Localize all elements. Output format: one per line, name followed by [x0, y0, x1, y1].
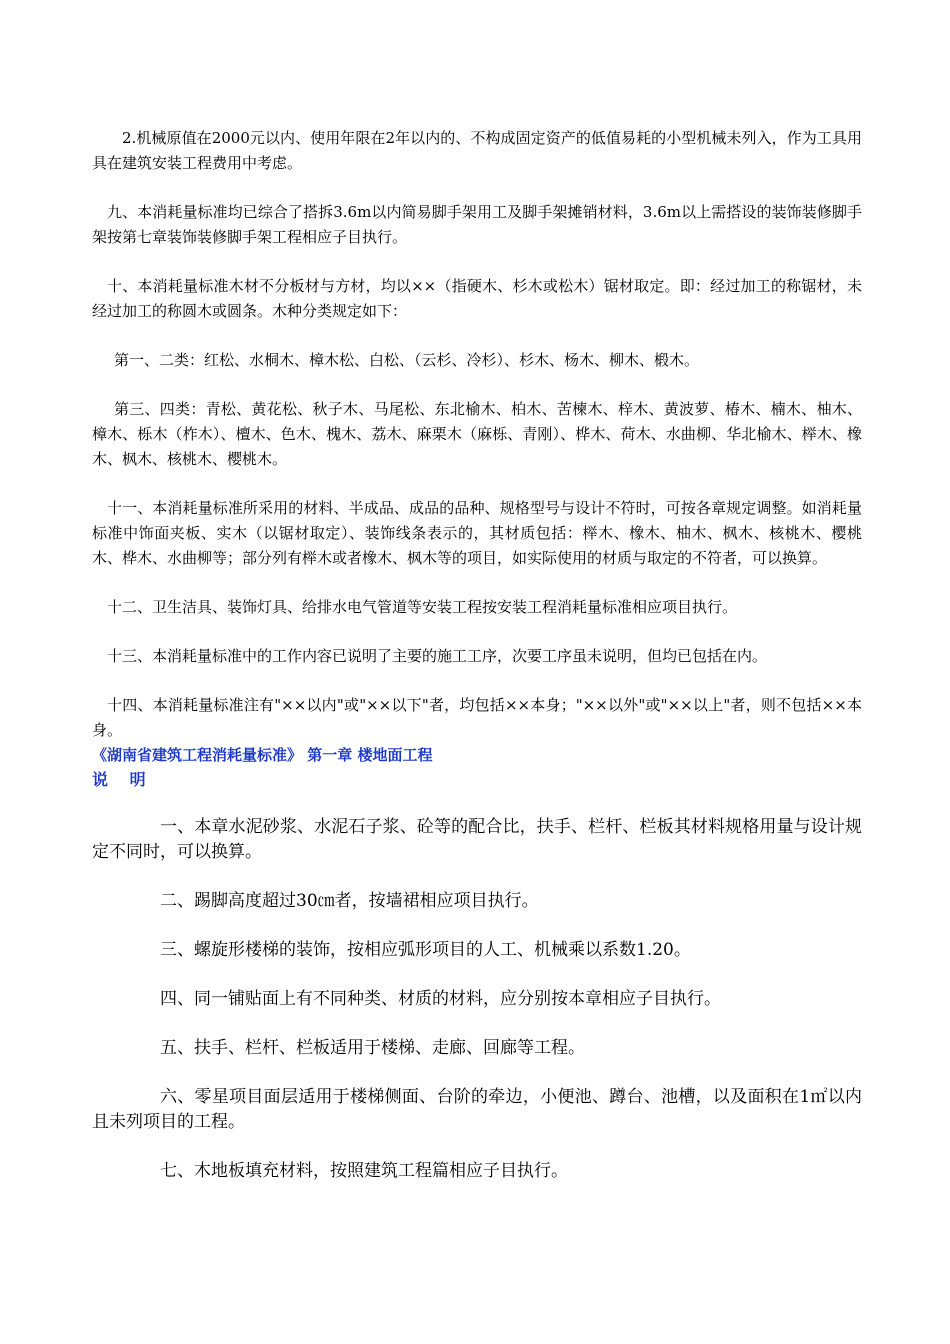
chapter-item-7: 七、木地板填充材料，按照建筑工程篇相应子目执行。 — [160, 1161, 568, 1181]
paragraph-wood-class-1-2: 第一、二类：红松、水桐木、樟木松、白松、（云杉、冷杉）、杉木、杨木、柳木、椴木。 — [114, 351, 700, 369]
chapter-item-4: 四、同一铺贴面上有不同种类、材质的材料，应分别按本章相应子目执行。 — [160, 989, 721, 1009]
chapter-item-5: 五、扶手、栏杆、栏板适用于楼梯、走廊、回廊等工程。 — [160, 1038, 585, 1058]
paragraph-machinery-value: 2.机械原值在2000元以内、使用年限在2年以内的、不构成固定资产的低值易耗的小型机械未列入，作为工具用具在建筑安装工程费用中考虑。 — [92, 129, 862, 172]
chapter-subtitle: 说 明 — [92, 770, 154, 789]
paragraph-wood-class-3-4: 第三、四类：青松、黄花松、秋子木、马尾松、东北榆木、柏木、苦楝木、梓木、黄波萝、椿木、楠木、柚木、樟木、栎木（柞木）、檀木、色木、槐木、荔木、麻栗木（麻栎、青刚）、桦木、荷木、水曲柳、华北榆木、榉木、橡木、枫木、核桃木、樱桃木。 — [92, 400, 862, 468]
chapter-item-2: 二、踢脚高度超过30㎝者，按墙裙相应项目执行。 — [160, 891, 539, 911]
paragraph-ten-timber: 十、本消耗量标准木材不分板材与方材，均以××（指硬木、杉木或松木）锯材取定。即：经过加工的称锯材，未经过加工的称圆木或圆条。木种分类规定如下： — [92, 277, 862, 320]
chapter-item-6: 六、零星项目面层适用于楼梯侧面、台阶的牵边，小便池、蹲台、池槽，以及面积在1㎡以内且未列项目的工程。 — [92, 1087, 862, 1132]
chapter-item-1: 一、本章水泥砂浆、水泥石子浆、砼等的配合比，扶手、栏杆、栏板其材料规格用量与设计规定不同时，可以换算。 — [92, 817, 862, 862]
paragraph-thirteen-work-content: 十三、本消耗量标准中的工作内容已说明了主要的施工工序，次要工序虽未说明，但均已包括在内。 — [107, 647, 768, 665]
paragraph-fourteen-within: 十四、本消耗量标准注有"××以内"或"××以下"者，均包括××本身；"××以外"或"××以上"者，则不包括××本身。 — [92, 696, 862, 739]
paragraph-eleven-materials: 十一、本消耗量标准所采用的材料、半成品、成品的品种、规格型号与设计不符时，可按各章规定调整。如消耗量标准中饰面夹板、实木（以锯材取定）、装饰线条表示的，其材质包括：榉木、橡木、柚木、枫木、核桃木、樱桃木、桦木、水曲柳等；部分列有榉木或者橡木、枫木等的项目，如实际使用的材质与取定的不符者，可以换算。 — [92, 499, 862, 567]
document-page — [92, 126, 862, 1184]
chapter-item-3: 三、螺旋形楼梯的装饰，按相应弧形项目的人工、机械乘以系数1.20。 — [160, 940, 691, 960]
paragraph-twelve-installation: 十二、卫生洁具、装饰灯具、给排水电气管道等安装工程按安装工程消耗量标准相应项目执行。 — [107, 598, 738, 616]
paragraph-nine-scaffold: 九、本消耗量标准均已综合了搭拆3.6m以内简易脚手架用工及脚手架摊销材料，3.6m以上需搭设的装饰装修脚手架按第七章装饰装修脚手架工程相应子目执行。 — [92, 203, 862, 246]
chapter-title: 《湖南省建筑工程消耗量标准》 第一章 楼地面工程 — [92, 746, 433, 764]
